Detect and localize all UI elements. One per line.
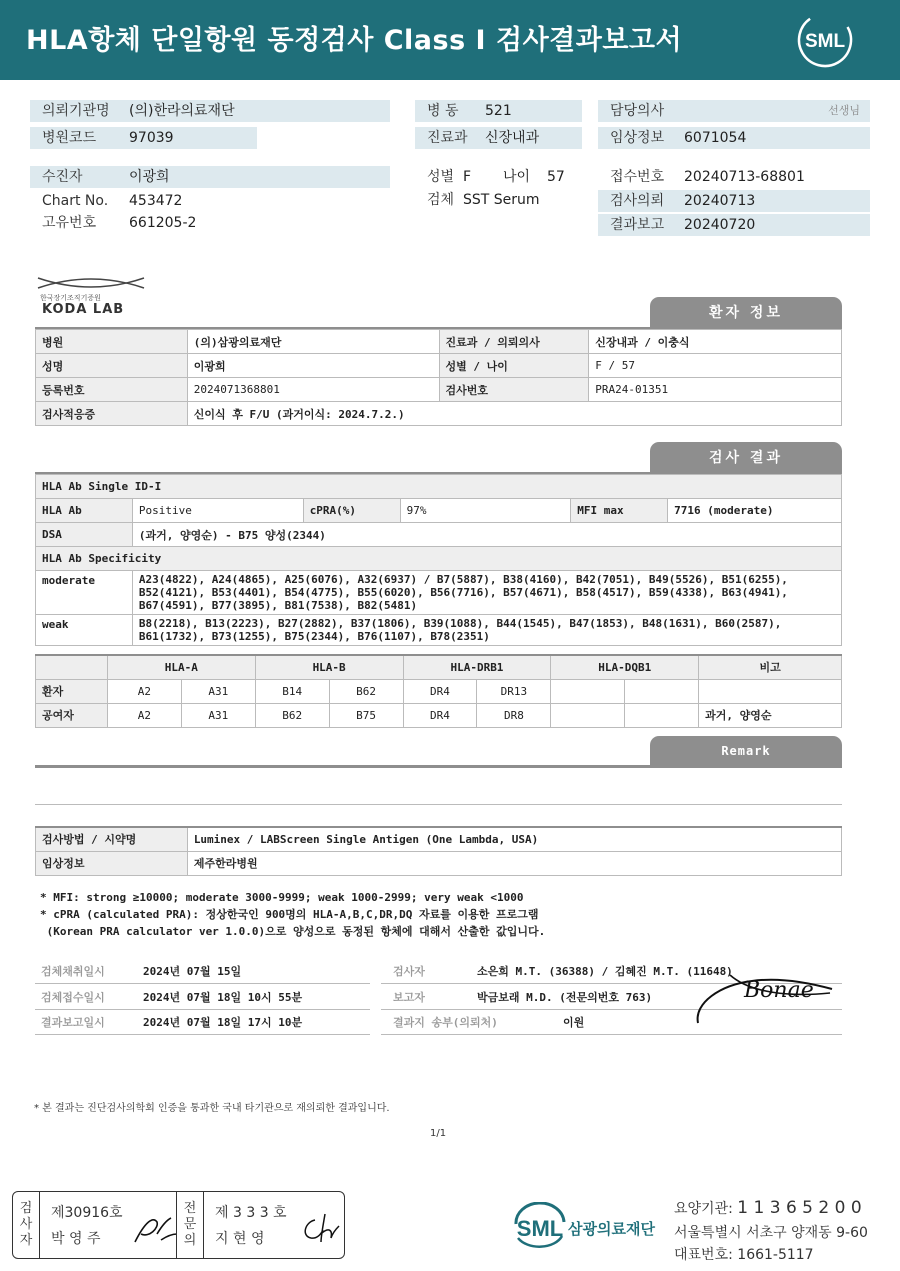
indication-value: 신이식 후 F/U (과거이식: 2024.7.2.) xyxy=(187,402,841,426)
weak-value xyxy=(132,615,841,646)
reg-label: 등록번호 xyxy=(36,378,188,402)
table-row xyxy=(36,523,842,547)
specimen-field xyxy=(415,189,585,211)
table-row xyxy=(36,475,842,499)
typing-note: 과거, 양영순 xyxy=(699,703,842,727)
stamp-char: 문 xyxy=(183,1217,197,1232)
spec-signature-icon xyxy=(297,1210,341,1248)
reporter-value: 박금보래 M.D. (전문의번호 763) xyxy=(477,991,653,1004)
table-row xyxy=(36,402,842,426)
dsa-label: DSA xyxy=(36,523,133,547)
weak-line: B8(2218), B13(2223), B27(2882), B37(1806), B39(1088), B44(1545), B47(1853), B48(1631), B60(2587), xyxy=(138,617,782,630)
sml-brand xyxy=(510,1202,680,1252)
specimen-label: 검체 xyxy=(427,192,455,208)
clinical-field xyxy=(598,127,870,149)
test-no-value: PRA24-01351 xyxy=(589,378,842,402)
typing-cell: B75 xyxy=(329,703,403,727)
notes xyxy=(40,889,545,940)
send-value: 이원 xyxy=(563,1016,585,1029)
org-code-row xyxy=(674,1198,862,1218)
report-label: 결과보고일시 xyxy=(41,1016,105,1029)
typing-cell: DR4 xyxy=(403,703,477,727)
receipt-value: 20240713-68801 xyxy=(684,169,805,185)
institution-field xyxy=(30,100,390,122)
sex-age-field xyxy=(415,166,585,188)
signature-text: Bonae xyxy=(744,978,814,1003)
indication-label: 검사적응증 xyxy=(36,402,188,426)
sex-value: F xyxy=(463,169,472,185)
patient-label: 수진자 xyxy=(42,169,83,185)
hla-b-header: HLA-B xyxy=(255,655,403,679)
typing-cell: DR4 xyxy=(403,679,477,703)
request-value: 20240713 xyxy=(684,193,756,209)
sml-logo-icon xyxy=(795,10,855,70)
weak-label: weak xyxy=(36,615,133,646)
result-date-value: 20240720 xyxy=(684,217,756,233)
mfi-max-value: 7716 (moderate) xyxy=(668,499,842,523)
test-no-label: 검사번호 xyxy=(439,378,589,402)
stamp-exam-name: 박 영 주 xyxy=(51,1231,101,1247)
name-value: 이광희 xyxy=(187,354,439,378)
patient-field xyxy=(30,166,390,188)
table-row xyxy=(36,679,842,703)
hospital-label: 병원 xyxy=(36,330,188,354)
doctor-suffix: 선생님 xyxy=(828,104,860,117)
koda-mark-icon xyxy=(36,274,146,292)
mfi-max-label: MFI max xyxy=(571,499,668,523)
hospital-value: (의)삼광의료재단 xyxy=(187,330,439,354)
sml-logo-text: SML xyxy=(804,31,846,52)
report-header xyxy=(0,0,900,80)
stamp-spec-no: 제 3 3 3 호 xyxy=(215,1205,287,1221)
tab-remark: Remark xyxy=(650,736,842,766)
typing-cell: A31 xyxy=(181,679,255,703)
collect-label: 검체채취일시 xyxy=(41,965,105,978)
dept-doctor-value: 신장내과 / 이충식 xyxy=(589,330,842,354)
donor-row-label: 공여자 xyxy=(36,703,108,727)
reg-value: 2024071368801 xyxy=(187,378,439,402)
page-number: 1/1 xyxy=(430,1128,447,1139)
hla-drb1-header: HLA-DRB1 xyxy=(403,655,551,679)
moderate-line: B52(4121), B53(4401), B54(4775), B55(6020), B56(7716), B57(4671), B58(4517), B59(4338), B63(4941), xyxy=(138,586,788,599)
method-value: Luminex / LABScreen Single Antigen (One Lambda, USA) xyxy=(187,827,841,851)
ward-field xyxy=(415,100,582,122)
doctor-field xyxy=(598,100,870,122)
chart-value: 453472 xyxy=(129,193,183,209)
koda-logo xyxy=(36,274,156,322)
org-name: 삼광의료재단 xyxy=(568,1220,655,1238)
org-phone-value: 1661-5117 xyxy=(737,1247,814,1263)
chart-field xyxy=(30,190,390,212)
sex-label: 성별 xyxy=(427,169,455,185)
typing-cell: DR8 xyxy=(477,703,551,727)
institution-label: 의뢰기관명 xyxy=(42,103,110,119)
clinical-value: 6071054 xyxy=(684,130,747,146)
hla-ab-label: HLA Ab xyxy=(36,499,133,523)
divider xyxy=(35,765,842,768)
request-field xyxy=(598,190,870,212)
sex-age-value: F / 57 xyxy=(589,354,842,378)
stamp-char: 전 xyxy=(183,1201,197,1216)
typing-cell: A2 xyxy=(107,679,181,703)
examiner-label: 검사자 xyxy=(393,965,425,978)
receive-value: 2024년 07월 18일 10시 55분 xyxy=(143,991,303,1004)
hospital-code-field xyxy=(30,127,257,149)
hospital-code-label: 병원코드 xyxy=(42,130,97,146)
ward-label: 병 동 xyxy=(427,103,459,119)
hla-dqb1-header: HLA-DQB1 xyxy=(551,655,699,679)
stamp-char: 사 xyxy=(19,1217,33,1232)
org-code-label: 요양기관: xyxy=(674,1201,733,1217)
typing-cell xyxy=(625,679,699,703)
receive-label: 검체접수일시 xyxy=(41,991,105,1004)
specificity-title: HLA Ab Specificity xyxy=(36,547,842,571)
name-label: 성명 xyxy=(36,354,188,378)
note-line: * MFI: strong ≥10000; moderate 3000-9999; weak 1000-2999; very weak <1000 xyxy=(40,891,524,904)
hla-typing-table xyxy=(35,654,842,728)
typing-cell: A2 xyxy=(107,703,181,727)
org-address: 서울특별시 서초구 양재동 9-60 xyxy=(674,1225,868,1241)
stamp-divider xyxy=(13,1192,204,1258)
hla-ab-value: Positive xyxy=(132,499,303,523)
unique-label: 고유번호 xyxy=(42,215,97,231)
table-row xyxy=(36,571,842,615)
report-row xyxy=(35,1011,370,1035)
org-code-value: 1 1 3 6 5 2 0 0 xyxy=(737,1198,862,1218)
chart-label: Chart No. xyxy=(42,193,109,209)
koda-sub: 한국장기조직기증원 xyxy=(40,294,101,302)
footer-note: * 본 결과는 진단검사의학회 인증을 통과한 국내 타기관으로 재의뢰한 결과입니다. xyxy=(34,1103,390,1114)
sml-brand-logo-icon xyxy=(510,1202,570,1252)
result-date-label: 결과보고 xyxy=(610,217,665,233)
table-row xyxy=(36,655,842,679)
table-row xyxy=(36,615,842,646)
sml-brand-logo-text: SML xyxy=(516,1216,564,1241)
result-table xyxy=(35,474,842,646)
request-label: 검사의뢰 xyxy=(610,193,665,209)
unique-value: 661205-2 xyxy=(129,215,197,231)
clinical-info-value: 제주한라병원 xyxy=(187,851,841,875)
typing-cell xyxy=(551,679,625,703)
dept-doctor-label: 진료과 / 의뢰의사 xyxy=(439,330,589,354)
typing-cell: B14 xyxy=(255,679,329,703)
result-table-title: HLA Ab Single ID-I xyxy=(36,475,842,499)
clinical-label: 임상정보 xyxy=(610,130,665,146)
typing-cell: B62 xyxy=(255,703,329,727)
stamp-spec-name: 지 현 영 xyxy=(215,1231,265,1247)
dsa-value: (과거, 양영순) - B75 양성(2344) xyxy=(132,523,841,547)
ward-value: 521 xyxy=(485,103,512,119)
dept-label: 진료과 xyxy=(427,130,468,146)
typing-cell xyxy=(625,703,699,727)
table-row xyxy=(36,378,842,402)
sex-age-label: 성별 / 나이 xyxy=(439,354,589,378)
method-table xyxy=(35,826,842,876)
stamp-char: 자 xyxy=(19,1233,33,1248)
typing-cell: A31 xyxy=(181,703,255,727)
weak-line: B61(1732), B73(1255), B75(2344), B76(1107), B78(2351) xyxy=(138,630,490,643)
note-line: * cPRA (calculated PRA): 정상한국인 900명의 HLA-A,B,C,DR,DQ 자료를 이용한 프로그램 xyxy=(40,908,539,921)
moderate-value xyxy=(132,571,841,615)
table-row xyxy=(36,547,842,571)
reporter-signature-icon xyxy=(690,963,840,1027)
cpra-value: 97% xyxy=(400,499,571,523)
cpra-label: cPRA(%) xyxy=(303,499,400,523)
collect-row xyxy=(35,960,370,984)
institution-value: (의)한라의료재단 xyxy=(129,103,235,119)
hla-a-header: HLA-A xyxy=(107,655,255,679)
patient-value: 이광희 xyxy=(129,169,170,185)
age-value: 57 xyxy=(547,169,565,185)
koda-name: KODA LAB xyxy=(42,302,125,317)
stamp-exam-no: 제30916호 xyxy=(51,1205,123,1221)
patient-info-table xyxy=(35,329,842,426)
org-phone-label: 대표번호: xyxy=(674,1247,733,1263)
moderate-line: B67(4591), B77(3895), B81(7538), B82(5481) xyxy=(138,599,418,612)
stamp-char: 검 xyxy=(19,1201,33,1216)
reporter-label: 보고자 xyxy=(393,991,425,1004)
typing-cell: DR13 xyxy=(477,679,551,703)
collect-value: 2024년 07월 15일 xyxy=(143,965,242,978)
note-line: (Korean PRA calculator ver 1.0.0)으로 양성으로 동정된 항체에 대해서 산출한 값입니다. xyxy=(40,925,546,938)
method-label: 검사방법 / 시약명 xyxy=(36,827,188,851)
table-row xyxy=(36,851,842,875)
send-label: 결과지 송부(의뢰처) xyxy=(393,1016,498,1029)
clinical-info-label: 임상정보 xyxy=(36,851,188,875)
typing-cell xyxy=(551,703,625,727)
tab-test-result: 검사 결과 xyxy=(650,442,842,474)
divider xyxy=(35,804,842,805)
table-row xyxy=(36,827,842,851)
age-label: 나이 xyxy=(503,169,531,185)
table-row xyxy=(36,330,842,354)
patient-row-label: 환자 xyxy=(36,679,108,703)
table-row xyxy=(36,354,842,378)
receive-row xyxy=(35,986,370,1010)
examiner-value: 소은희 M.T. (36388) / 김혜진 M.T. (11648) xyxy=(477,965,733,978)
hospital-code-value: 97039 xyxy=(129,130,174,146)
receipt-field xyxy=(598,166,870,188)
report-value: 2024년 07월 18일 17시 10분 xyxy=(143,1016,303,1029)
specimen-value: SST Serum xyxy=(463,192,540,208)
receipt-label: 접수번호 xyxy=(610,169,665,185)
unique-field xyxy=(30,212,390,234)
table-row xyxy=(36,703,842,727)
moderate-line: A23(4822), A24(4865), A25(6076), A32(6937) / B7(5887), B38(4160), B42(7051), B49(5526), B51(6255), xyxy=(138,573,788,586)
table-row xyxy=(36,499,842,523)
org-phone-row xyxy=(674,1244,814,1264)
signature-stamp-box xyxy=(12,1191,345,1259)
doctor-label: 담당의사 xyxy=(610,103,665,119)
tab-patient-info: 환자 정보 xyxy=(650,297,842,329)
dept-value: 신장내과 xyxy=(485,130,540,146)
report-title: HLA항체 단일항원 동정검사 Class I 검사결과보고서 xyxy=(26,25,683,56)
moderate-label: moderate xyxy=(36,571,133,615)
typing-cell: B62 xyxy=(329,679,403,703)
note-header: 비고 xyxy=(699,655,842,679)
result-date-field xyxy=(598,214,870,236)
dept-field xyxy=(415,127,582,149)
typing-note xyxy=(699,679,842,703)
stamp-char: 의 xyxy=(183,1233,197,1248)
